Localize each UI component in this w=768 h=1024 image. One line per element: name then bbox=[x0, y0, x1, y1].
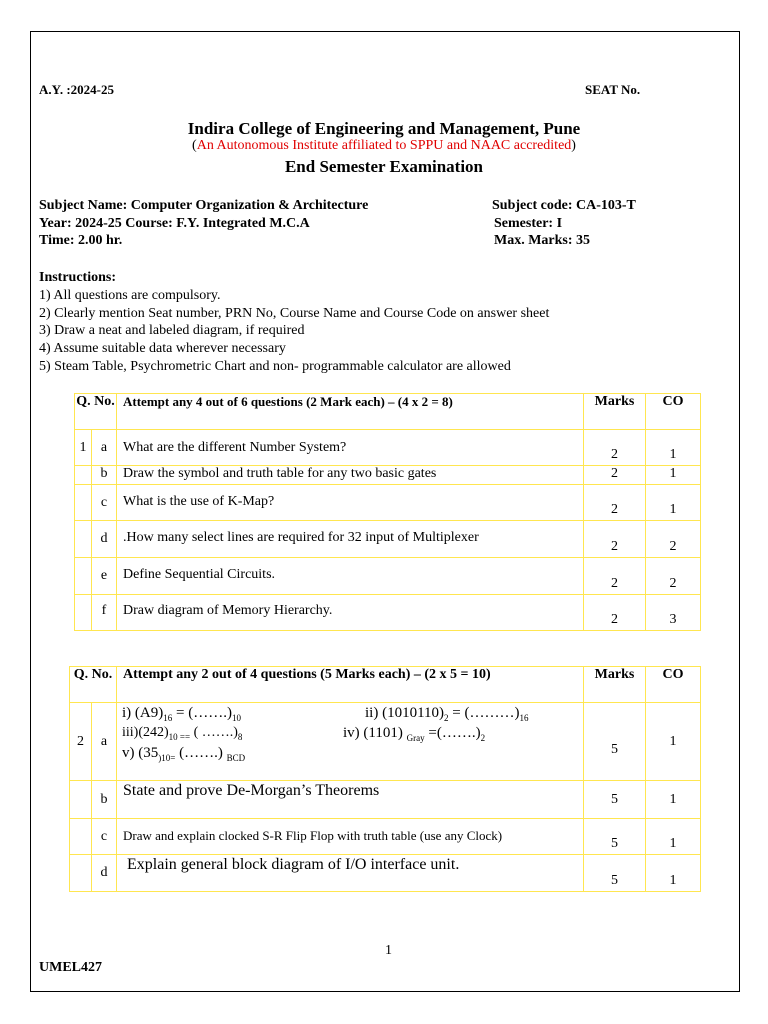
instruction-item: 5) Steam Table, Psychrometric Chart and non- programmable calculator are allowed bbox=[39, 358, 511, 374]
subject-name: Subject Name: Computer Organization & Architecture bbox=[39, 198, 369, 213]
co-value: 3 bbox=[646, 595, 701, 631]
marks-value: 2 bbox=[584, 558, 646, 595]
co-value: 1 bbox=[646, 855, 701, 892]
table-row bbox=[70, 703, 701, 781]
table-row bbox=[75, 558, 701, 595]
co-header: CO bbox=[646, 394, 701, 430]
co-value: 1 bbox=[646, 819, 701, 855]
question-text: Draw the symbol and truth table for any two basic gates bbox=[117, 466, 584, 485]
table-row bbox=[70, 855, 701, 892]
conversion-iii: $iii)(242)_{10 ==}$ ( $\dots\dots.)_8$ bbox=[122, 725, 243, 742]
marks-value: 2 bbox=[584, 430, 646, 466]
affiliation-close: ) bbox=[571, 138, 576, 153]
qno-header: Q. No. bbox=[70, 667, 117, 703]
marks-value: 2 bbox=[584, 521, 646, 558]
table-row bbox=[75, 595, 701, 631]
table-header-row bbox=[70, 667, 701, 703]
marks-value: 2 bbox=[584, 466, 646, 485]
marks-value: 5 bbox=[584, 781, 646, 819]
qno-header: Q. No. bbox=[75, 394, 117, 430]
question-text: Draw diagram of Memory Hierarchy. bbox=[117, 595, 584, 631]
sub-question-label: f bbox=[92, 595, 117, 631]
sub-question-label: d bbox=[92, 855, 117, 892]
academic-year: A.Y. :2024-25 bbox=[39, 82, 114, 97]
instruction-item: 2) Clearly mention Seat number, PRN No, Course Name and Course Code on answer sheet bbox=[39, 305, 550, 321]
affiliation-line bbox=[0, 138, 768, 154]
question-text: State and prove De-Morgan’s Theorems bbox=[117, 781, 584, 819]
instruction-item: 4) Assume suitable data wherever necessary bbox=[39, 341, 286, 357]
co-value: 1 bbox=[646, 430, 701, 466]
max-marks: Max. Marks: 35 bbox=[494, 233, 591, 248]
table-header-row bbox=[75, 394, 701, 430]
conversion-v: v) ($35_{)10=}$ (…….) $_{BCD}$ bbox=[122, 745, 246, 763]
instruction-item: 1) All questions are compulsory. bbox=[39, 287, 221, 303]
sub-question-label: a bbox=[92, 703, 117, 781]
conversion-i: i) $(A9)_{16}$ = $(\dots\dots.)_{10}$ bbox=[122, 705, 241, 723]
instruction-item: 3) Draw a neat and labeled diagram, if required bbox=[39, 323, 305, 339]
sub-question-label: b bbox=[92, 781, 117, 819]
college-name: Indira College of Engineering and Management, Pune bbox=[187, 119, 581, 138]
marks-header: Marks bbox=[584, 394, 646, 430]
q1-instruction: Attempt any 4 out of 6 questions (2 Mark each) – (4 x 2 = 8) bbox=[117, 394, 584, 430]
conversion-questions bbox=[117, 703, 584, 781]
co-value: 1 bbox=[646, 466, 701, 485]
sub-question-label: c bbox=[92, 485, 117, 521]
paper-code: UMEL427 bbox=[39, 960, 102, 975]
table-row bbox=[75, 521, 701, 558]
co-header: CO bbox=[646, 667, 701, 703]
marks-value: 5 bbox=[584, 819, 646, 855]
instructions-heading: Instructions: bbox=[39, 270, 117, 285]
conversion-ii: ii) $(1010110)_2$ = $(\dots\dots\dots)_{16}$ bbox=[365, 705, 529, 723]
marks-value: 2 bbox=[584, 485, 646, 521]
question-text: Define Sequential Circuits. bbox=[117, 558, 584, 595]
question-number: 1 bbox=[75, 430, 92, 466]
sub-question-label: d bbox=[92, 521, 117, 558]
conversion-line bbox=[122, 743, 583, 763]
instructions-block bbox=[39, 269, 549, 376]
table-row bbox=[75, 466, 701, 485]
sub-question-label: a bbox=[92, 430, 117, 466]
seat-number-label: SEAT No. bbox=[585, 82, 641, 97]
q2-instruction: Attempt any 2 out of 4 questions (5 Marks each) – (2 x 5 = 10) bbox=[117, 667, 584, 703]
question-2-table bbox=[69, 666, 701, 892]
affiliation-open: ( bbox=[192, 138, 197, 153]
question-text: What are the different Number System? bbox=[117, 430, 584, 466]
table-row bbox=[70, 819, 701, 855]
question-number: 2 bbox=[70, 703, 92, 781]
sub-question-label: c bbox=[92, 819, 117, 855]
question-text: Explain general block diagram of I/O interface unit. bbox=[117, 855, 584, 892]
marks-value: 5 bbox=[584, 703, 646, 781]
marks-value: 5 bbox=[584, 855, 646, 892]
conversion-iv: iv) (1101) $_{Gray} =(\dots\dots.)_2$ bbox=[343, 725, 486, 743]
year-course: Year: 2024-25 Course: F.Y. Integrated M.C.A bbox=[39, 216, 310, 231]
co-value: 2 bbox=[646, 558, 701, 595]
question-text: .How many select lines are required for 32 input of Multiplexer bbox=[117, 521, 584, 558]
question-text: Draw and explain clocked S-R Flip Flop with truth table (use any Clock) bbox=[117, 819, 584, 855]
question-1-table bbox=[74, 393, 701, 631]
exam-title: End Semester Examination bbox=[284, 157, 484, 176]
co-value: 1 bbox=[646, 781, 701, 819]
co-value: 1 bbox=[646, 485, 701, 521]
page-number: 1 bbox=[385, 943, 392, 958]
table-row bbox=[75, 485, 701, 521]
affiliation-text: An Autonomous Institute affiliated to SPPU and NAAC accredited bbox=[196, 138, 572, 153]
table-row bbox=[70, 781, 701, 819]
marks-header: Marks bbox=[584, 667, 646, 703]
marks-value: 2 bbox=[584, 595, 646, 631]
sub-question-label: b bbox=[92, 466, 117, 485]
table-row bbox=[75, 430, 701, 466]
semester: Semester: I bbox=[494, 216, 563, 231]
exam-time: Time: 2.00 hr. bbox=[39, 233, 123, 248]
co-value: 2 bbox=[646, 521, 701, 558]
conversion-line bbox=[122, 703, 583, 723]
subject-code: Subject code: CA-103-T bbox=[492, 198, 636, 213]
sub-question-label: e bbox=[92, 558, 117, 595]
co-value: 1 bbox=[646, 703, 701, 781]
question-text: What is the use of K-Map? bbox=[117, 485, 584, 521]
conversion-line bbox=[122, 723, 583, 743]
